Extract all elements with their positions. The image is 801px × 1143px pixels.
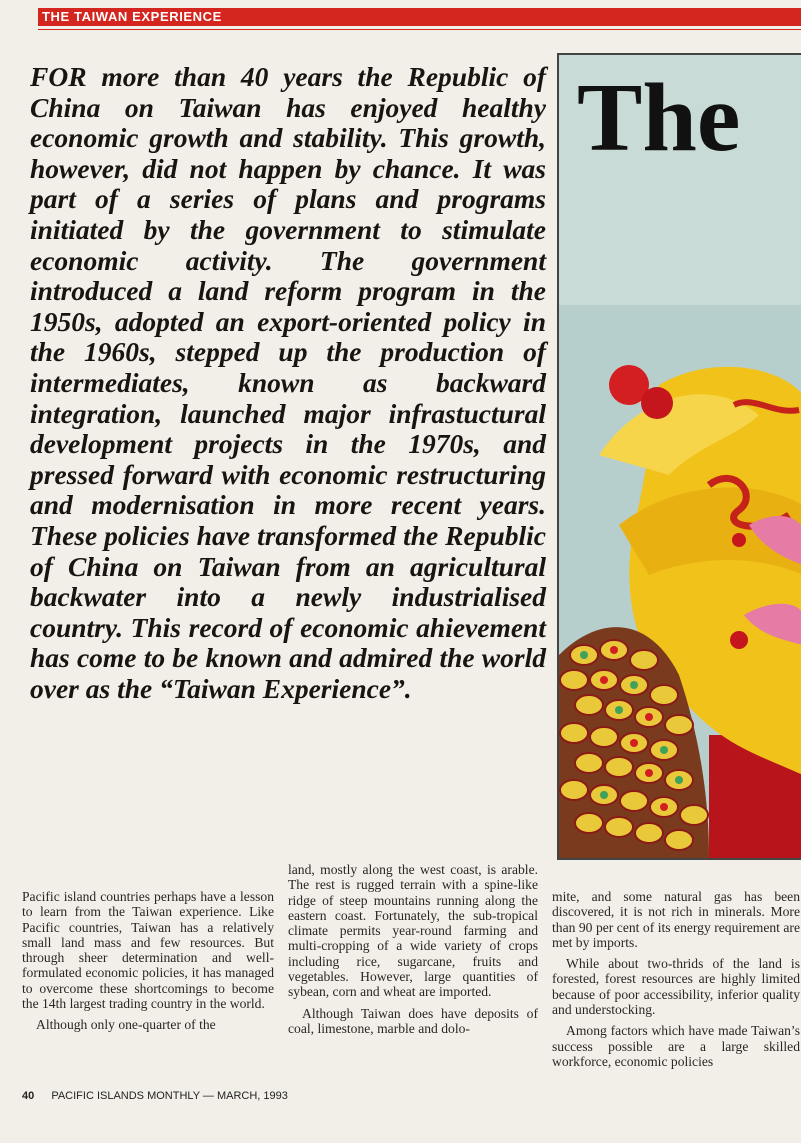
dragon-photo: [557, 53, 801, 860]
body-paragraph: Although only one-quarter of the: [36, 1017, 216, 1033]
intro-paragraph: FOR more than 40 years the Republic of China on Taiwan has enjoyed healthy economic growth and stability. This growth, however, did not happen by chance. It was part of a series of plans and programs initiated by the government to stimulate economic activity. The government introduced a land reform program in the 1950s, adopted an export-oriented policy in the 1960s, stepped up the production of intermediates, known as backward integration, launched major infrastuctural development projects in the 1970s, and pressed forward with economic restructuring and modernisation in more recent years. These policies have transformed the Republic of China on Taiwan from an agricultural backwater into a newly industrialised country. This record of economic ahievement has come to be known and admired the world over as the “Taiwan Experience”.: [30, 61, 546, 704]
page-footer: [22, 1090, 288, 1102]
body-paragraph: land, mostly along the west coast, is arable. The rest is rugged terrain with a spine-like ridge of steep mountains running along the eastern coast. Fortunately, the sub-tropical climate permits year-round farming and multi-cropping of a wide variety of crops including rice, sugarcane, fruits and vegetables. However, large quantities of sybean, corn and wheat are imported.: [288, 862, 538, 1000]
body-column-2: [288, 862, 538, 1036]
body-paragraph: Although Taiwan does have deposits of coal, limestone, marble and dolo-: [288, 1005, 538, 1036]
photo-headline: The: [577, 64, 741, 172]
body-paragraph: Among factors which have made Taiwan’s success possible are a large skilled workforce, economic policies: [552, 1023, 800, 1069]
dragon-illustration: [559, 55, 801, 858]
section-banner: [38, 8, 801, 26]
body-column-1: [22, 889, 274, 1033]
body-paragraph: Pacific island countries perhaps have a lesson to learn from the Taiwan experience. Like Pacific countries, Taiwan has a relatively small land mass and few resources. But through sheer determination and well-formulated economic policies, it has managed to overcome these shortcomings to become the 14th largest trading country in the world.: [22, 889, 274, 1012]
publication-line: PACIFIC ISLANDS MONTHLY — MARCH, 1993: [51, 1090, 288, 1102]
body-paragraph: While about two-thrids of the land is forested, forest resources are highly limited because of poor accessibility, inferior quality and understocking.: [552, 956, 800, 1018]
body-paragraph: mite, and some natural gas has been discovered, it is not rich in minerals. More than 90 per cent of its energy requirement are met by imports.: [552, 889, 800, 950]
banner-rule: [38, 29, 801, 30]
page-number: 40: [22, 1090, 35, 1102]
body-column-3: [552, 889, 800, 1069]
section-title: THE TAIWAN EXPERIENCE: [42, 9, 222, 24]
